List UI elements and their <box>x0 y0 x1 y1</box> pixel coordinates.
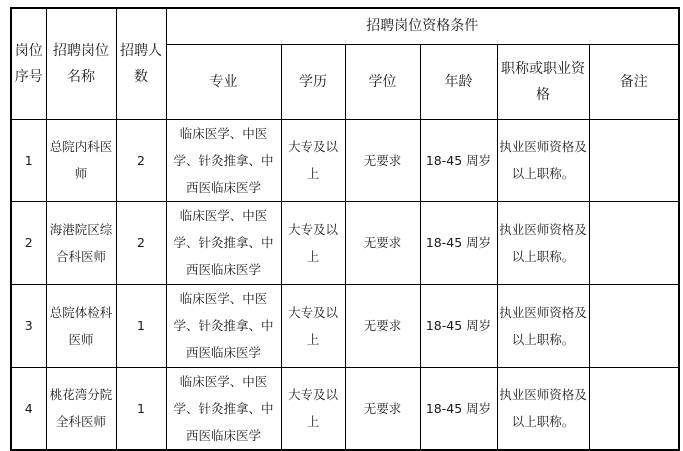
header-education: 学历 <box>281 44 345 119</box>
cell-position-name: 桃花湾分院全科医师 <box>46 367 116 450</box>
cell-position-name: 总院内科医师 <box>46 119 116 201</box>
cell-seq: 2 <box>11 201 46 284</box>
cell-note <box>589 367 679 450</box>
cell-qualification: 执业医师资格及以上职称。 <box>497 119 589 201</box>
cell-age: 18-45 周岁 <box>420 367 497 450</box>
cell-education: 大专及以上 <box>281 201 345 284</box>
cell-position-name: 海港院区综合科医师 <box>46 201 116 284</box>
header-count: 招聘人数 <box>116 8 166 119</box>
cell-major: 临床医学、中医学、针灸推拿、中西医临床医学 <box>166 284 281 367</box>
table-row <box>11 201 679 284</box>
cell-degree: 无要求 <box>345 367 420 450</box>
cell-seq: 4 <box>11 367 46 450</box>
header-qualification-group: 招聘岗位资格条件 <box>166 8 679 44</box>
cell-count: 2 <box>116 201 166 284</box>
cell-major: 临床医学、中医学、针灸推拿、中西医临床医学 <box>166 201 281 284</box>
cell-major: 临床医学、中医学、针灸推拿、中西医临床医学 <box>166 119 281 201</box>
cell-note <box>589 119 679 201</box>
cell-degree: 无要求 <box>345 119 420 201</box>
cell-age: 18-45 周岁 <box>420 119 497 201</box>
table-row <box>11 284 679 367</box>
cell-education: 大专及以上 <box>281 367 345 450</box>
cell-count: 1 <box>116 284 166 367</box>
cell-note <box>589 284 679 367</box>
recruitment-table-sheet <box>10 7 680 451</box>
header-degree: 学位 <box>345 44 420 119</box>
cell-qualification: 执业医师资格及以上职称。 <box>497 284 589 367</box>
cell-age: 18-45 周岁 <box>420 284 497 367</box>
cell-education: 大专及以上 <box>281 284 345 367</box>
cell-seq: 3 <box>11 284 46 367</box>
cell-qualification: 执业医师资格及以上职称。 <box>497 367 589 450</box>
table-row <box>11 367 679 450</box>
header-qualification: 职称或职业资格 <box>497 44 589 119</box>
cell-degree: 无要求 <box>345 201 420 284</box>
cell-count: 2 <box>116 119 166 201</box>
cell-count: 1 <box>116 367 166 450</box>
cell-qualification: 执业医师资格及以上职称。 <box>497 201 589 284</box>
header-age: 年龄 <box>420 44 497 119</box>
header-major: 专业 <box>166 44 281 119</box>
table-row <box>11 119 679 201</box>
cell-age: 18-45 周岁 <box>420 201 497 284</box>
header-row-top <box>11 8 679 44</box>
cell-seq: 1 <box>11 119 46 201</box>
header-seq: 岗位序号 <box>11 8 46 119</box>
cell-note <box>589 201 679 284</box>
cell-major: 临床医学、中医学、针灸推拿、中西医临床医学 <box>166 367 281 450</box>
cell-position-name: 总院体检科医师 <box>46 284 116 367</box>
header-position-name: 招聘岗位名称 <box>46 8 116 119</box>
cell-degree: 无要求 <box>345 284 420 367</box>
cell-education: 大专及以上 <box>281 119 345 201</box>
recruitment-table <box>10 7 680 451</box>
header-note: 备注 <box>589 44 679 119</box>
